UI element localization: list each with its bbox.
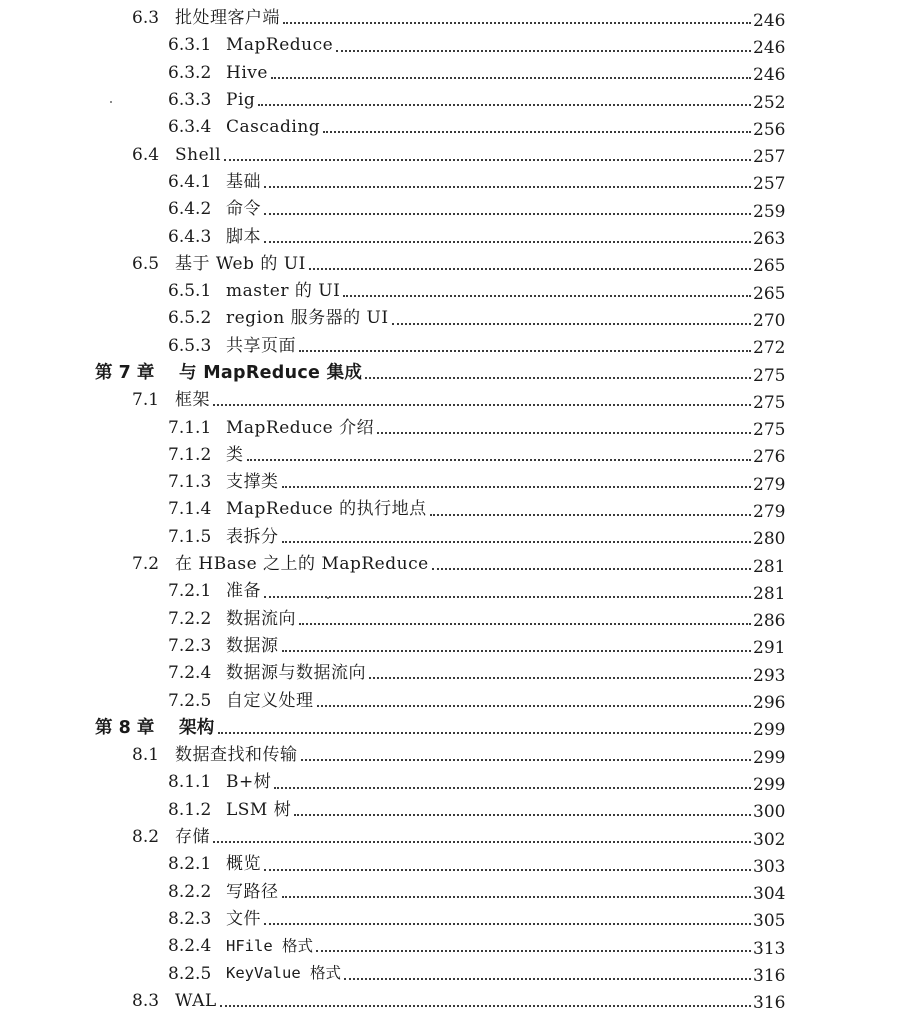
toc-section-number: 7.2.4 (168, 663, 212, 684)
dot-leader (264, 922, 751, 925)
toc-section-number: 6.3.1 (168, 35, 212, 56)
toc-section-number: 8.1.2 (168, 799, 212, 820)
toc-section-number: 8.1.1 (168, 772, 212, 793)
dot-leader (309, 267, 751, 270)
toc-page-number: 279 (753, 474, 786, 495)
toc-section-number: 6.3.3 (168, 90, 212, 111)
dot-leader (218, 731, 751, 734)
dot-leader (283, 21, 751, 24)
toc-entry-row (0, 606, 899, 633)
toc-section-number: 7.2.2 (168, 608, 212, 629)
dot-leader (247, 458, 752, 461)
toc-section-number: 7.2.1 (168, 581, 212, 602)
toc-section-title: master 的 UI (226, 281, 341, 302)
toc-page-number: 246 (753, 10, 786, 31)
toc-section-title: WAL (175, 990, 217, 1011)
toc-section-title: 支撑类 (226, 472, 279, 493)
toc-page-number: 257 (753, 174, 786, 195)
toc-section-number: 6.4.2 (168, 199, 212, 220)
toc-section-title: 基础 (226, 171, 261, 192)
dot-leader (294, 813, 751, 816)
toc-page-number: 272 (753, 338, 786, 359)
toc-section-title: 与 MapReduce 集成 (179, 362, 363, 383)
dot-leader (224, 158, 751, 161)
toc-page-number: 296 (753, 693, 786, 714)
toc-section-title: Shell (175, 144, 222, 165)
toc-entry-row (0, 305, 899, 332)
toc-page-number: 303 (753, 856, 786, 877)
toc-entry-row (0, 469, 899, 496)
toc-section-title: 自定义处理 (226, 690, 314, 711)
toc-section-title: 文件 (226, 908, 261, 929)
dot-leader (392, 322, 751, 325)
table-of-contents (0, 5, 899, 1015)
toc-page-number: 316 (753, 966, 786, 987)
toc-page-number: 302 (753, 829, 786, 850)
toc-section-title: 数据源 (226, 635, 279, 656)
toc-section-number: 7.1.4 (168, 499, 212, 520)
toc-page-number: 263 (753, 229, 786, 250)
toc-entry-row (0, 660, 899, 687)
toc-section-number: 6.3.4 (168, 117, 212, 138)
dot-leader (282, 895, 752, 898)
toc-section-number: 7.2.3 (168, 635, 212, 656)
dot-leader (369, 676, 751, 679)
toc-section-number: 8.2.3 (168, 908, 212, 929)
toc-section-number: 8.3 (132, 990, 160, 1011)
toc-entry-row (0, 333, 899, 360)
toc-entry-row (0, 5, 899, 32)
toc-page-number: 281 (753, 556, 786, 577)
toc-entry-row (0, 278, 899, 305)
toc-entry-row (0, 387, 899, 414)
toc-section-title: 在 HBase 之上的 MapReduce (175, 554, 429, 575)
toc-section-title: 脚本 (226, 226, 261, 247)
toc-section-number: 8.2.2 (168, 881, 212, 902)
toc-section-number: 6.3 (132, 8, 160, 29)
toc-page-number: 300 (753, 802, 786, 823)
toc-page-number: 304 (753, 884, 786, 905)
dot-leader (430, 513, 751, 516)
toc-entry-row (0, 769, 899, 796)
dot-leader (299, 622, 751, 625)
toc-section-number: 6.4.3 (168, 226, 212, 247)
dot-leader (282, 540, 752, 543)
dot-leader (264, 212, 751, 215)
dot-leader (271, 76, 751, 79)
toc-entry-row (0, 414, 899, 441)
toc-entry-row (0, 960, 899, 987)
toc-section-title: 表拆分 (226, 526, 279, 547)
dot-leader (301, 758, 752, 761)
toc-entry-row (0, 551, 899, 578)
toc-section-title: MapReduce 的执行地点 (226, 499, 427, 520)
toc-section-number: 7.1.5 (168, 526, 212, 547)
toc-entry-row (0, 988, 899, 1015)
toc-section-number: 7.1.2 (168, 444, 212, 465)
toc-section-title: 准备 (226, 581, 261, 602)
dot-leader (264, 185, 751, 188)
toc-page-number: 299 (753, 720, 786, 741)
toc-page-number: 286 (753, 611, 786, 632)
dot-leader (213, 403, 751, 406)
dot-leader (213, 840, 751, 843)
toc-entry-row (0, 742, 899, 769)
dot-leader (282, 485, 752, 488)
toc-section-title: B+树 (226, 772, 272, 793)
toc-section-title: MapReduce (226, 35, 334, 56)
scan-speck (110, 101, 112, 103)
dot-leader (316, 949, 751, 952)
toc-section-number: 7.1.3 (168, 472, 212, 493)
toc-entry-row (0, 169, 899, 196)
toc-entry-row (0, 87, 899, 114)
toc-section-title: KeyValue 格式 (226, 964, 341, 983)
toc-entry-row (0, 578, 899, 605)
toc-section-title: 存储 (175, 827, 210, 848)
toc-page-number: 246 (753, 65, 786, 86)
dot-leader (264, 240, 751, 243)
toc-entry-row (0, 633, 899, 660)
toc-section-title: MapReduce 介绍 (226, 417, 375, 438)
toc-section-number: 第 8 章 (95, 717, 155, 738)
toc-section-title: 数据源与数据流向 (226, 663, 366, 684)
toc-page-number: 275 (753, 420, 786, 441)
toc-page-number: 275 (753, 392, 786, 413)
dot-leader (220, 1004, 751, 1007)
toc-page-number: 281 (753, 583, 786, 604)
toc-entry-row (0, 114, 899, 141)
toc-page-number: 252 (753, 92, 786, 113)
toc-page-number: 256 (753, 119, 786, 140)
dot-leader (323, 130, 751, 133)
toc-entry-row (0, 251, 899, 278)
toc-section-title: Pig (226, 90, 256, 111)
toc-entry-row (0, 824, 899, 851)
toc-section-title: 数据流向 (226, 608, 296, 629)
toc-entry-row (0, 933, 899, 960)
dot-leader (258, 103, 751, 106)
toc-page-number: 259 (753, 201, 786, 222)
scan-speck (327, 597, 329, 599)
toc-section-title: 基于 Web 的 UI (175, 253, 306, 274)
toc-page-number: 265 (753, 283, 786, 304)
dot-leader (317, 704, 752, 707)
toc-section-number: 6.5.3 (168, 335, 212, 356)
toc-entry-row (0, 223, 899, 250)
toc-section-number: 第 7 章 (95, 362, 155, 383)
toc-page-number: 279 (753, 501, 786, 522)
toc-entry-row (0, 524, 899, 551)
toc-page-number: 246 (753, 37, 786, 58)
toc-section-number: 7.1 (132, 390, 160, 411)
toc-section-title: 命令 (226, 199, 261, 220)
toc-section-title: HFile 格式 (226, 936, 313, 955)
toc-section-number: 8.2 (132, 827, 160, 848)
toc-section-number: 8.1 (132, 745, 160, 766)
toc-page-number: 299 (753, 747, 786, 768)
toc-page-number: 275 (753, 365, 786, 386)
dot-leader (274, 786, 751, 789)
toc-section-number: 8.2.4 (168, 936, 212, 957)
toc-section-title: Hive (226, 62, 268, 83)
toc-section-number: 7.2 (132, 554, 160, 575)
toc-section-number: 6.3.2 (168, 62, 212, 83)
toc-section-number: 8.2.5 (168, 963, 212, 984)
toc-entry-row (0, 196, 899, 223)
toc-section-title: 数据查找和传输 (175, 745, 298, 766)
toc-section-title: 共享页面 (226, 335, 296, 356)
toc-section-title: LSM 树 (226, 799, 292, 820)
toc-entry-row (0, 32, 899, 59)
dot-leader (344, 977, 751, 980)
toc-entry-row (0, 687, 899, 714)
toc-section-number: 6.4.1 (168, 171, 212, 192)
toc-section-number: 6.5.1 (168, 281, 212, 302)
toc-entry-row (0, 797, 899, 824)
toc-section-title: 写路径 (226, 881, 279, 902)
toc-entry-row (0, 442, 899, 469)
dot-leader (343, 294, 751, 297)
toc-page-number: 276 (753, 447, 786, 468)
toc-section-title: Cascading (226, 117, 321, 138)
toc-section-number: 7.2.5 (168, 690, 212, 711)
toc-section-title: 架构 (179, 717, 215, 738)
dot-leader (336, 49, 751, 52)
dot-leader (299, 349, 751, 352)
toc-section-title: region 服务器的 UI (226, 308, 389, 329)
toc-entry-row (0, 60, 899, 87)
toc-section-title: 批处理客户端 (175, 8, 280, 29)
toc-chapter-row (0, 715, 899, 742)
toc-section-number: 8.2.1 (168, 854, 212, 875)
dot-leader (365, 376, 751, 379)
toc-page-number: 270 (753, 310, 786, 331)
toc-page-number: 265 (753, 256, 786, 277)
dot-leader (264, 868, 751, 871)
toc-section-number: 7.1.1 (168, 417, 212, 438)
dot-leader (377, 431, 751, 434)
toc-entry-row (0, 879, 899, 906)
toc-page-number: 299 (753, 774, 786, 795)
toc-page-number: 316 (753, 993, 786, 1014)
toc-page-number: 280 (753, 529, 786, 550)
toc-chapter-row (0, 360, 899, 387)
toc-page-number: 313 (753, 938, 786, 959)
toc-entry-row (0, 141, 899, 168)
toc-section-title: 框架 (175, 390, 210, 411)
dot-leader (264, 595, 751, 598)
dot-leader (282, 649, 752, 652)
toc-page-number: 293 (753, 665, 786, 686)
toc-section-number: 6.4 (132, 144, 160, 165)
toc-section-title: 类 (226, 444, 244, 465)
toc-page-number: 257 (753, 147, 786, 168)
toc-entry-row (0, 496, 899, 523)
toc-page-number: 305 (753, 911, 786, 932)
toc-section-number: 6.5 (132, 253, 160, 274)
toc-section-number: 6.5.2 (168, 308, 212, 329)
toc-page-number: 291 (753, 638, 786, 659)
dot-leader (432, 567, 751, 570)
toc-section-title: 概览 (226, 854, 261, 875)
toc-entry-row (0, 851, 899, 878)
toc-entry-row (0, 906, 899, 933)
